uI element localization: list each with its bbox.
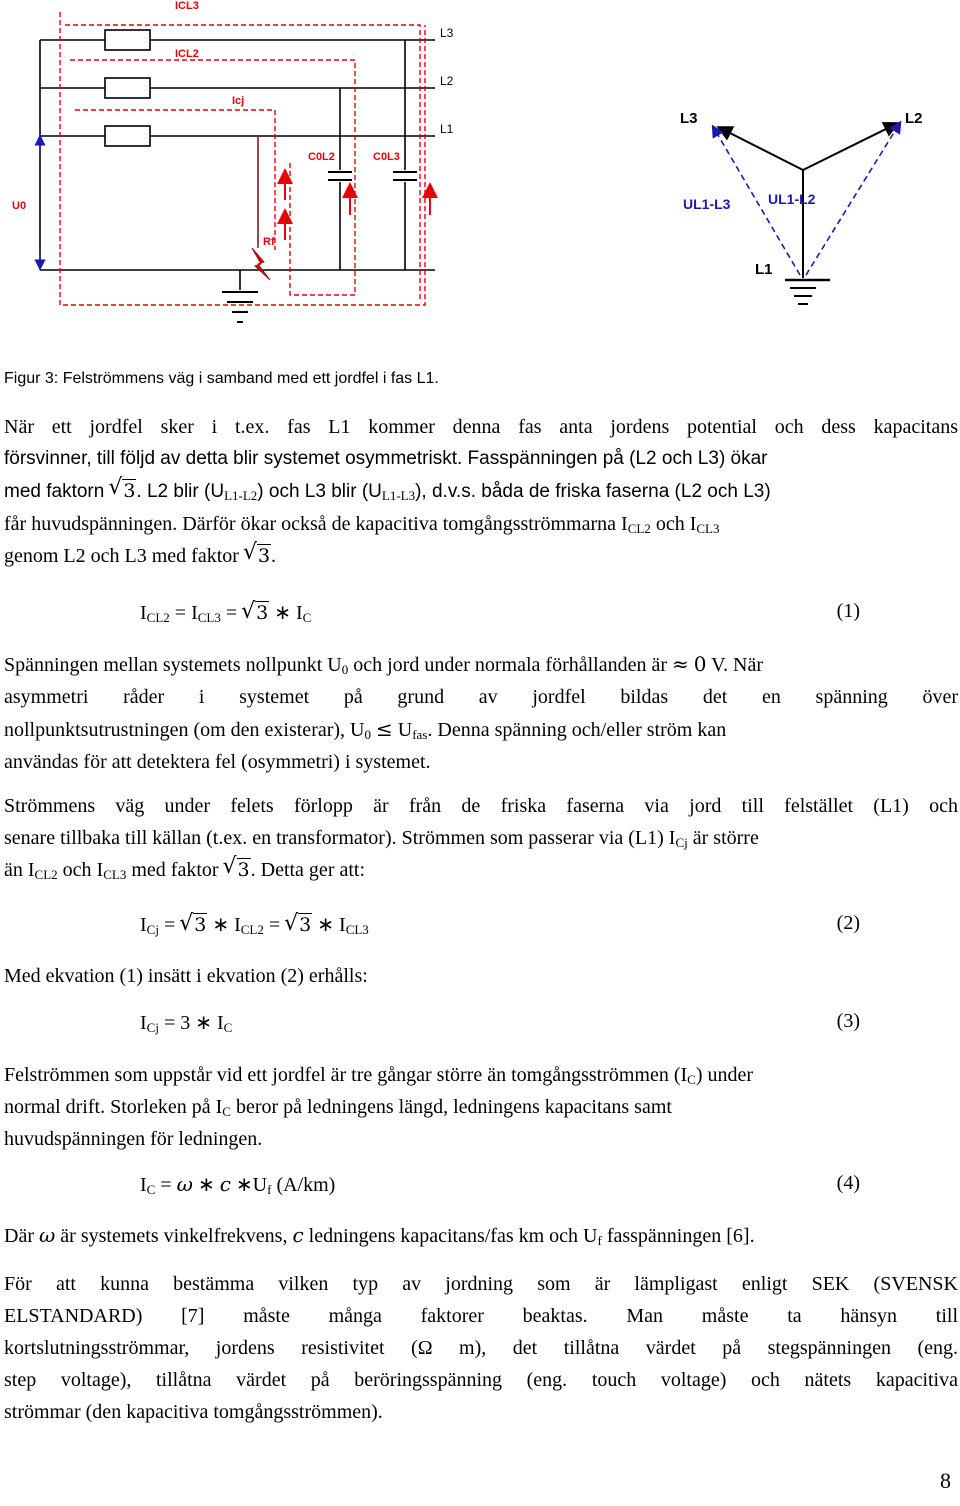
equation-1: $I_{CL2} = I_{CL3}$ = √ 3 ∗ $I_C$: [140, 600, 311, 625]
vector-label-l3: L3: [680, 110, 698, 127]
label-l3: L3: [440, 26, 454, 40]
paragraph-3: Strömmens väg under felets förlopp är från de friska faserna via jord till felstället (L1) och senare tillbaka till källan (t.ex. en transformator). Strömmen som passerar via (L1) $I_{Cj}$ är större än $I_{CL2}$ och $I_{CL3}$ med faktor √ 3. Detta ger att:: [4, 790, 958, 886]
vector-label-ul1-l2: UL1-L2: [768, 191, 816, 207]
label-u0: U0: [12, 200, 27, 212]
label-icl3: ICL3: [175, 0, 199, 12]
label-l1: L1: [440, 122, 454, 136]
paragraph-5: Felströmmen som uppstår vid ett jordfel är tre gångar större än tomgångsströmmen $(I_C)$ under normal drift. Storleken på $I_C$ beror på ledningens längd, ledningens kapacitans samt huvudspänningen för ledningen.: [4, 1064, 754, 1150]
page-number: 8: [940, 1468, 951, 1493]
vector-label-l1: L1: [755, 261, 773, 278]
label-l2: L2: [440, 74, 454, 88]
resistor-l2: [105, 78, 150, 98]
vector-ul1-l2: [806, 126, 898, 275]
vector-label-ul1-l3: UL1-L3: [683, 196, 731, 212]
current-path-icl3: [60, 12, 425, 305]
figure-3: [0, 0, 960, 345]
equation-3-number: (3): [836, 1010, 860, 1032]
label-icl2: ICL2: [175, 48, 199, 60]
fault-lightning-icon: [252, 248, 270, 280]
equation-4-number: (4): [836, 1172, 860, 1194]
label-rf: Rf: [263, 236, 275, 248]
equation-3: $I_{Cj} = 3$ ∗ $I_C$: [140, 1012, 233, 1035]
label-c0l2: C0L2: [308, 151, 335, 163]
paragraph-7: För att kunna bestämma vilken typ av jordning som är lämpligast enligt SEK (SVENSK ELSTANDARD) [7] måste många faktorer beaktas. Man måste ta hänsyn till kortslutningsströmmar, jordens resistivitet (Ω m), det tillåtna värdet på stegspänningen (eng. step voltage), tillåtna värdet på beröringsspänning (eng. touch voltage) och nätets kapacitiva strömmar (den kapacitiva tomgångsströmmen).: [4, 1273, 958, 1423]
vector-l2: [803, 124, 896, 170]
paragraph-1: När ett jordfel sker i t.ex. fas L1 kommer denna fas anta jordens potential och dess kapacitans försvinner, till följd av detta blir systemet osymmetriskt. Fasspänningen på (L2 och L3) ökar med faktorn √ 3. L2 blir $(U_{L1-L2})$ och L3 blir $(U_{L1-L3})$, d.v.s. båda de friska faserna (L2 och L3) får huvudspänningen. Därför ökar också de kapacitiva tomgångsströmmarna $I_{CL2}$ och $I_{CL3}$ genom L2 och L3 med faktor √ 3.: [4, 411, 958, 572]
resistor-l1: [105, 126, 150, 146]
figure-caption: Figur 3: Felströmmens väg i samband med ett jordfel i fas L1.: [4, 370, 439, 387]
equation-2-number: (2): [836, 912, 860, 934]
label-icj: Icj: [232, 95, 245, 107]
resistor-l3: [105, 30, 150, 50]
label-c0l3: C0L3: [373, 151, 400, 163]
circuit-diagram: [0, 0, 960, 345]
equation-2: $I_{Cj}$ = √ 3 ∗ $I_{CL2}$ = √ 3 ∗ $I_{CL3}$: [140, 912, 369, 937]
vector-l3: [720, 128, 803, 170]
equation-1-number: (1): [836, 600, 860, 622]
paragraph-4: Med ekvation (1) insätt i ekvation (2) erhålls:: [4, 965, 368, 987]
vector-label-l2: L2: [905, 110, 923, 127]
paragraph-6: Där ω är systemets vinkelfrekvens, c ledningens kapacitans/fas km och $U_f$ fasspänningen [6].: [4, 1223, 755, 1248]
equation-4: $I_C = \omega$ ∗ c $∗U_f$ (A/km): [140, 1172, 336, 1197]
paragraph-2: Spänningen mellan systemets nollpunkt $U_0$ och jord under normala förhållanden är ≈ 0 V. När asymmetri råder i systemet på grund av jordfel bildas det en spänning över nollpunktsutrustningen (om den existerar), $U_0 \le U_{fas}$. Denna spänning och/eller ström kan användas för att detektera fel (osymmetri) i systemet.: [4, 652, 958, 773]
